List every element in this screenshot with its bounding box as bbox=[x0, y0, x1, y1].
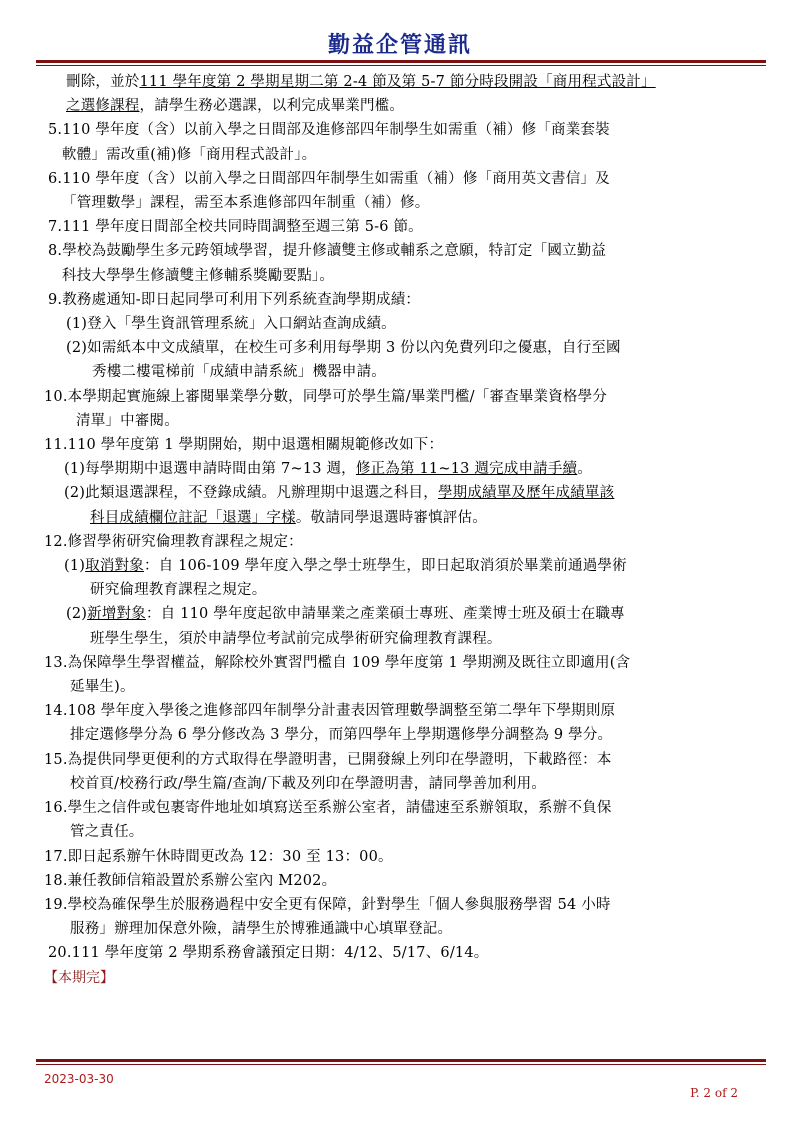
line-text: 「管理數學」課程，需至本系進修部四年制重（補）修。 bbox=[62, 195, 430, 212]
line-text: 。 bbox=[577, 461, 592, 478]
line-text: 15.為提供同學更便利的方式取得在學證明書，已開發線上列印在學證明，下載路徑：本 bbox=[44, 751, 612, 768]
underlined-text: 之選修課程 bbox=[66, 98, 140, 115]
line-text: (1)每學期期中退選申請時間由第 7~13 週， bbox=[64, 461, 356, 478]
underlined-text: 111 學年度第 2 學期星期二第 2-4 節及第 5-7 節分時段開設「商用程式設計」 bbox=[139, 74, 656, 90]
text-line bbox=[44, 215, 770, 239]
text-line bbox=[44, 312, 770, 336]
line-text: 刪除，並於 bbox=[66, 74, 140, 90]
text-line bbox=[44, 893, 770, 917]
page-number: P. 2 of 2 bbox=[690, 1086, 738, 1100]
line-text: ：自 110 學年度起欲申請畢業之產業碩士專班、產業博士班及碩士在職專 bbox=[145, 606, 625, 623]
line-text: 16.學生之信件或包裹寄件地址如填寫送至系辦公室者，請儘速至系辦領取，系辦不負保 bbox=[44, 800, 612, 817]
line-text: 17.即日起系辦午休時間更改為 12：30 至 13：00。 bbox=[44, 848, 393, 865]
line-text: 秀樓二樓電梯前「成績申請系統」機器申請。 bbox=[92, 364, 386, 381]
line-text: 19.學校為確保學生於服務過程中安全更有保障，針對學生「個人參與服務學習 54 小時 bbox=[44, 896, 611, 913]
line-text: (2)此類退選課程，不登錄成績。凡辦理期中退選之科目， bbox=[64, 485, 438, 502]
line-text: 。敬請同學退選時審慎評估。 bbox=[295, 509, 487, 526]
text-line bbox=[44, 409, 770, 433]
line-text: 12.修習學術研究倫理教育課程之規定： bbox=[44, 533, 303, 550]
end-of-issue-mark: 【本期完】 bbox=[44, 969, 114, 986]
line-text: 9.教務處通知-即日起同學可利用下列系統查詢學期成績： bbox=[48, 291, 421, 308]
text-line bbox=[44, 506, 770, 530]
text-line bbox=[44, 554, 770, 578]
text-line bbox=[44, 675, 770, 699]
text-line bbox=[44, 70, 770, 94]
text-line bbox=[44, 433, 770, 457]
line-text: 服務」辦理加保意外險，請學生於博雅通識中心填單登記。 bbox=[70, 921, 453, 938]
footer-rule-thick bbox=[36, 1059, 766, 1062]
text-line bbox=[44, 845, 770, 869]
line-text: 研究倫理教育課程之規定。 bbox=[90, 582, 267, 599]
line-text: 排定選修學分為 6 學分修改為 3 學分，而第四學年上學期選修學分調整為 9 學分。 bbox=[70, 727, 613, 744]
underlined-text: 新增對象 bbox=[87, 606, 146, 623]
line-text: 13.為保障學生學習權益，解除校外實習門檻自 109 學年度第 1 學期溯及既往立即適用(含 bbox=[44, 654, 631, 671]
document-body bbox=[44, 70, 770, 990]
underlined-text: 修正為第 11~13 週完成申請手續 bbox=[355, 461, 578, 478]
line-text: 班學生學生，須於申請學位考試前完成學術研究倫理教育課程。 bbox=[90, 630, 502, 647]
text-line bbox=[44, 118, 770, 142]
text-line bbox=[44, 167, 770, 191]
text-line bbox=[44, 457, 770, 481]
text-line bbox=[44, 602, 770, 626]
text-line bbox=[44, 360, 770, 384]
header-rule-thick bbox=[36, 60, 766, 63]
text-line bbox=[44, 820, 770, 844]
text-line bbox=[44, 869, 770, 893]
line-text: 8.學校為鼓勵學生多元跨領域學習，提升修讀雙主修或輔系之意願，特訂定「國立勤益 bbox=[48, 243, 607, 260]
line-text: 20.111 學年度第 2 學期系務會議預定日期：4/12、5/17、6/14。 bbox=[48, 945, 489, 962]
header-rule-thin bbox=[36, 65, 766, 66]
line-text: 7.111 學年度日間部全校共同時間調整至週三第 5-6 節。 bbox=[48, 219, 423, 236]
newsletter-title: 勤益企管通訊 bbox=[327, 33, 472, 58]
underlined-text: 學期成績單及歷年成績單該 bbox=[437, 485, 615, 502]
text-line bbox=[44, 772, 770, 796]
line-text: 延畢生)。 bbox=[70, 679, 135, 696]
underlined-text: 科目成績欄位註記「退選」字樣 bbox=[90, 509, 296, 526]
text-line bbox=[44, 481, 770, 505]
text-line bbox=[44, 796, 770, 820]
text-line bbox=[44, 143, 770, 167]
line-text: (1) bbox=[64, 558, 86, 575]
text-line bbox=[44, 941, 770, 965]
footer-date: 2023-03-30 bbox=[44, 1072, 114, 1086]
line-text: 管之責任。 bbox=[70, 824, 144, 841]
text-line bbox=[44, 578, 770, 602]
text-line bbox=[44, 917, 770, 941]
line-text: (2) bbox=[66, 606, 88, 623]
text-line bbox=[44, 723, 770, 747]
text-line bbox=[44, 94, 770, 118]
line-text: 14.108 學年度入學後之進修部四年制學分計畫表因管理數學調整至第二學年下學期則原 bbox=[44, 703, 616, 720]
line-text: 校首頁/校務行政/學生篇/查詢/下載及列印在學證明書，請同學善加利用。 bbox=[70, 775, 547, 792]
text-line bbox=[44, 288, 770, 312]
text-line bbox=[44, 239, 770, 263]
text-line bbox=[44, 336, 770, 360]
text-line bbox=[44, 748, 770, 772]
line-text: (2)如需紙本中文成績單，在校生可多利用每學期 3 份以內免費列印之優惠，自行至國 bbox=[66, 340, 621, 357]
text-line bbox=[44, 191, 770, 215]
text-line bbox=[44, 385, 770, 409]
line-text: 6.110 學年度（含）以前入學之日間部四年制學生如需重（補）修「商用英文書信」及 bbox=[48, 170, 610, 187]
line-text: 清單」中審閱。 bbox=[76, 412, 179, 429]
line-text: 11.110 學年度第 1 學期開始，期中退選相關規範修改如下： bbox=[44, 437, 444, 454]
line-text: 10.本學期起實施線上審閱畢業學分數，同學可於學生篇/畢業門檻/「審查畢業資格學分 bbox=[44, 388, 608, 405]
line-text: 科技大學學生修讀雙主修輔系獎勵要點」。 bbox=[62, 267, 335, 284]
text-line bbox=[44, 699, 770, 723]
underlined-text: 取消對象 bbox=[85, 558, 144, 575]
line-text: 5.110 學年度（含）以前入學之日間部及進修部四年制學生如需重（補）修「商業套裝 bbox=[48, 122, 610, 139]
line-text: ：自 106-109 學年度入學之學士班學生，即日起取消須於畢業前通過學術 bbox=[143, 558, 627, 575]
line-text: ，請學生務必選課，以利完成畢業門檻。 bbox=[139, 98, 405, 115]
footer-rule-thin bbox=[36, 1064, 766, 1065]
line-text: 軟體」需改重(補)修「商用程式設計」。 bbox=[62, 146, 317, 163]
text-line bbox=[44, 530, 770, 554]
line-text: (1)登入「學生資訊管理系統」入口網站查詢成績。 bbox=[66, 316, 396, 333]
line-text: 18.兼任教師信箱設置於系辦公室內 M202。 bbox=[44, 872, 337, 889]
text-line bbox=[44, 651, 770, 675]
text-line bbox=[44, 627, 770, 651]
text-line bbox=[44, 264, 770, 288]
